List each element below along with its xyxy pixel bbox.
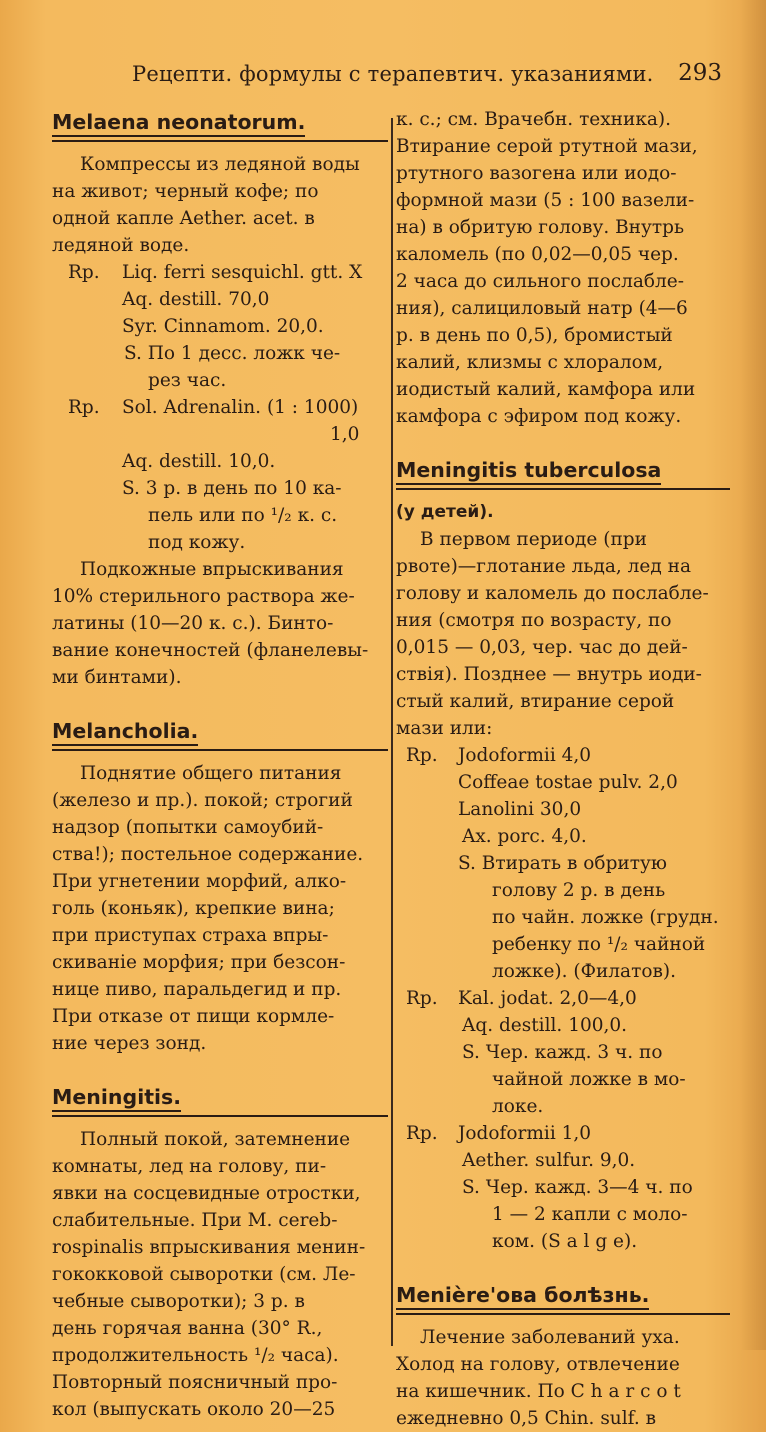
- rx-line: Coffeae tostae pulv. 2,0: [458, 772, 678, 793]
- rx-line: под кожу.: [148, 532, 246, 553]
- rx-line: Syr. Cinnamom. 20,0.: [122, 316, 324, 337]
- section-heading-melancholia: Melancholia.: [52, 715, 388, 747]
- paragraph-meningitis: [52, 1126, 388, 1423]
- text-line: к. с.; см. Врачебн. техника).: [396, 109, 672, 130]
- text-line: При отказе от пищи кормле-: [52, 1006, 335, 1027]
- text-line: 0,015 — 0,03, чер. час до дей-: [396, 637, 688, 658]
- text-line: стый калий, втирание серой: [396, 691, 675, 712]
- section-heading-meningitis-tuberculosa: Meningitis tuberculosa: [396, 454, 730, 486]
- text-line: чебные сыворотки); 3 р. в: [52, 1291, 305, 1312]
- column-divider: [391, 118, 393, 1346]
- text-line: При угнетении морфий, алко-: [52, 871, 347, 892]
- text-line: рвоте)—глотание льда, лед на: [396, 556, 691, 577]
- rx-line: ребенку по ¹/₂ чайной: [492, 934, 706, 955]
- text-line: 2 часа до сильного послабле-: [396, 271, 684, 292]
- running-header: [132, 58, 722, 92]
- rx-line: Aq. destill. 100,0.: [462, 1015, 628, 1036]
- section-heading-melaena: Melaena neonatorum.: [52, 106, 388, 138]
- rx-line: голову 2 р. в день: [492, 880, 666, 901]
- rx-line: ком. (S a l g e).: [492, 1231, 638, 1252]
- text-line: нице пиво, паральдегид и пр.: [52, 979, 342, 1000]
- text-line: ния), салициловый натр (4—6: [396, 298, 688, 319]
- left-column: [52, 106, 388, 1423]
- rx-line: Aq. destill. 70,0: [122, 289, 270, 310]
- rx-line: 1,0: [330, 424, 360, 445]
- text-line: Повторный поясничный про-: [52, 1372, 338, 1393]
- rx-line: Jodoformii 4,0: [458, 745, 592, 766]
- rx-line: S. 3 р. в день по 10 ка-: [122, 478, 342, 499]
- text-line: калий, клизмы с хлоралом,: [396, 352, 664, 373]
- text-line: ледяной воде.: [52, 235, 190, 256]
- text-line: В первом периоде (при: [420, 529, 647, 550]
- text-line: Холод на голову, отвлечение: [396, 1354, 680, 1375]
- rx-line: 1 — 2 капли с моло-: [492, 1204, 688, 1225]
- section-subheading: (у детей).: [396, 502, 494, 522]
- text-line: кол (выпускать около 20—25: [52, 1399, 336, 1420]
- text-line: на) в обритую голову. Внутрь: [396, 217, 685, 238]
- text-line: Полный покой, затемнение: [80, 1129, 351, 1150]
- heading-rule: [396, 1313, 730, 1318]
- text-line: каломель (по 0,02—0,05 чер.: [396, 244, 679, 265]
- prescription-4: [396, 985, 730, 1120]
- text-line: ртутного вазогена или иодо-: [396, 163, 677, 184]
- text-line: голь (коньяк), крепкие вина;: [52, 898, 335, 919]
- text-line: rospinalis впрыскивания менин-: [52, 1237, 366, 1258]
- heading-rule: [52, 749, 388, 754]
- text-line: комнаты, лед на голову, пи-: [52, 1156, 327, 1177]
- rx-line: Aq. destill. 10,0.: [122, 451, 276, 472]
- prescription-5: [396, 1120, 730, 1255]
- text-line: ствія). Позднее — внутрь иоди-: [396, 664, 702, 685]
- heading-rule: [52, 1115, 388, 1120]
- rx-line: Jodoformii 1,0: [458, 1123, 592, 1144]
- rx-line: локе.: [492, 1096, 544, 1117]
- prescription-2: [52, 394, 388, 556]
- running-title: Рецепти. формулы с терапевтич. указаниями.: [132, 62, 654, 86]
- rp-label: Rp.: [406, 1123, 438, 1144]
- paragraph-melancholia: [52, 760, 388, 1057]
- text-line: ства!); постельное содержание.: [52, 844, 364, 865]
- text-line: Подкожные впрыскивания: [80, 559, 344, 580]
- text-line: одной капле Aether. acet. в: [52, 208, 315, 229]
- rx-line: Aether. sulfur. 9,0.: [462, 1150, 636, 1171]
- rx-line: Sol. Adrenalin. (1 : 1000): [122, 397, 359, 418]
- text-line: мази или:: [396, 718, 493, 739]
- text-line: латины (10—20 к. с.). Бинто-: [52, 613, 334, 634]
- text-line: продолжительность ¹/₂ часа).: [52, 1345, 339, 1366]
- text-line: голову и каломель до послабле-: [396, 583, 709, 604]
- text-line: Компрессы из ледяной воды: [80, 154, 360, 175]
- section-heading-meningitis: Meningitis.: [52, 1081, 388, 1113]
- prescription-3: [396, 742, 730, 985]
- text-line: иодистый калий, камфора или: [396, 379, 696, 400]
- rx-line: Kal. jodat. 2,0—4,0: [458, 988, 637, 1009]
- text-line: скиваніе морфия; при безсон-: [52, 952, 346, 973]
- section-heading-meniere: Menière'ова болѣзнь.: [396, 1279, 730, 1311]
- text-line: ежедневно 0,5 Chin. sulf. в: [396, 1408, 657, 1429]
- text-line: день горячая ванна (30° R.,: [52, 1318, 323, 1339]
- text-line: формной мази (5 : 100 вазели-: [396, 190, 695, 211]
- paragraph-meniere: [396, 1324, 730, 1432]
- rx-line: Liq. ferri sesquichl. gtt. X: [122, 262, 363, 283]
- rx-line: S. Чер. кажд. 3 ч. по: [462, 1042, 663, 1063]
- text-line: явки на сосцевидные отростки,: [52, 1183, 361, 1204]
- rx-line: S. Чер. кажд. 3—4 ч. по: [462, 1177, 693, 1198]
- text-line: 10% стерильного раствора же-: [52, 586, 355, 607]
- rx-line: рез час.: [148, 370, 227, 391]
- page-number: 293: [678, 60, 722, 86]
- rp-label: Rp.: [406, 745, 438, 766]
- rx-line: чайной ложке в мо-: [492, 1069, 686, 1090]
- text-line: камфора с эфиром под кожу.: [396, 406, 682, 427]
- text-line: ние через зонд.: [52, 1033, 207, 1054]
- rp-label: Rp.: [406, 988, 438, 1009]
- text-line: ния (смотря по возрасту, по: [396, 610, 672, 631]
- text-line: р. в день по 0,5), бромистый: [396, 325, 673, 346]
- page-edge-shadow: [740, 0, 766, 1350]
- rx-line: S. Втирать в обритую: [458, 853, 667, 874]
- paragraph-meningitis-continued: [396, 106, 730, 430]
- text-line: слабительные. При M. cereb-: [52, 1210, 338, 1231]
- text-line: ми бинтами).: [52, 667, 182, 688]
- text-line: гококковой сыворотки (см. Ле-: [52, 1264, 356, 1285]
- rx-line: ложке). (Филатов).: [492, 961, 676, 982]
- rx-line: Ax. porc. 4,0.: [462, 826, 587, 847]
- text-line: Втирание серой ртутной мази,: [396, 136, 698, 157]
- paragraph-tuberculosa: [396, 526, 730, 742]
- heading-rule: [396, 488, 730, 493]
- text-line: на живот; черный кофе; по: [52, 181, 319, 202]
- text-line: надзор (попытки самоубий-: [52, 817, 324, 838]
- text-line: при приступах страха впры-: [52, 925, 329, 946]
- paragraph-melaena: [52, 151, 388, 259]
- right-column: [396, 106, 730, 1432]
- text-line: Поднятие общего питания: [80, 763, 342, 784]
- paragraph-injection: [52, 556, 388, 691]
- prescription-1: [52, 259, 388, 394]
- text-line: Лечение заболеваний уха.: [420, 1327, 680, 1348]
- text-line: (железо и пр.). покой; строгий: [52, 790, 353, 811]
- text-line: вание конечностей (фланелевы-: [52, 640, 369, 661]
- rp-label: Rp.: [68, 397, 100, 418]
- rx-line: пель или по ¹/₂ к. с.: [148, 505, 338, 526]
- rx-line: по чайн. ложке (грудн.: [492, 907, 719, 928]
- rp-label: Rp.: [68, 262, 100, 283]
- text-line: на кишечник. По C h a r c o t: [396, 1381, 681, 1402]
- rx-line: Lanolini 30,0: [458, 799, 582, 820]
- rx-line: S. По 1 десс. ложк че-: [124, 343, 341, 364]
- heading-rule: [52, 140, 388, 145]
